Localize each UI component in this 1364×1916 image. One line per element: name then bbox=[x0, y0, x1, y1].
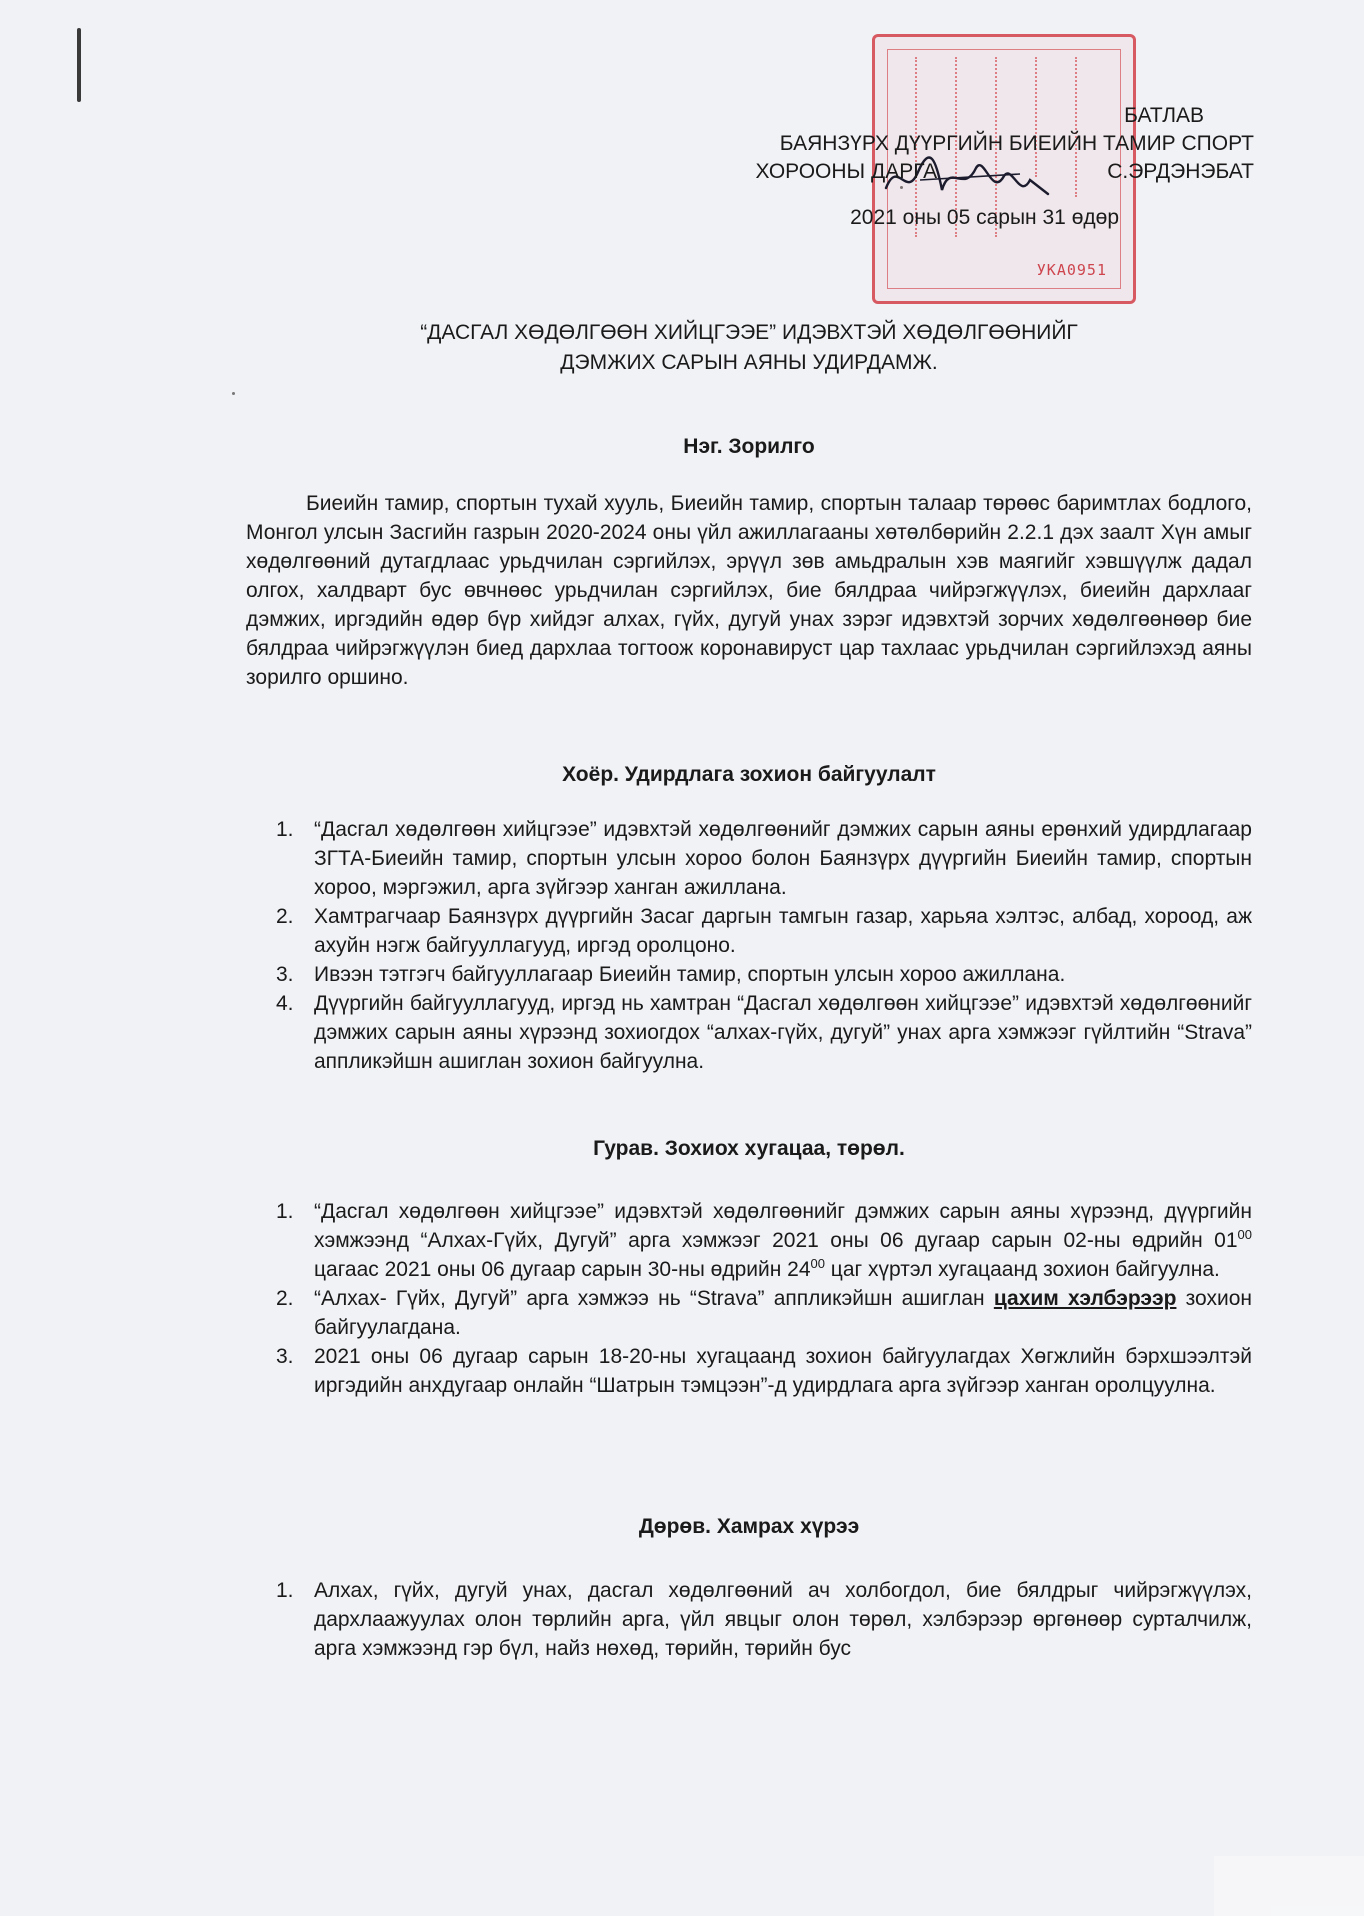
date-month-word: сарын bbox=[976, 206, 1037, 229]
corner-watermark bbox=[1214, 1856, 1364, 1916]
underlined-term: цахим хэлбэрээр bbox=[993, 1287, 1177, 1310]
document-title-line1: “ДАСГАЛ ХӨДӨЛГӨӨН ХИЙЦГЭЭЕ” ИДЭВХТЭЙ ХӨДӨЛГӨӨНИЙГ bbox=[420, 321, 1078, 344]
list-item: 1. “Дасгал хөдөлгөөн хийцгээе” идэвхтэй хөдөлгөөнийг дэмжих сарын аяны ерөнхий удирдлагаар ЗГТА-Биеийн тамир, спортын улсын хороо болон Баянзүрх дүүргийн Биеийн тамир, спортын хороо, мэргэжил, арга зүйгээр ханган ажиллана. bbox=[276, 818, 1252, 899]
list-item: 1. “Дасгал хөдөлгөөн хийцгээе” идэвхтэй хөдөлгөөнийг дэмжих сарын аяны хүрээнд, дүүргийн хэмжээнд “Алхах-Гүйх, Дугуй” арга хэмжээг 2021 оны 06 дугаар сарын 02-ны өдрийн $01^{00}$ цагаас 2021 оны 06 дугаар сарын 30-ны өдрийн $24^{00}$ цаг хүртэл хугацаанд зохион байгуулна. bbox=[276, 1200, 1252, 1281]
section1-heading: Нэг. Зорилго bbox=[683, 435, 815, 458]
section2-list bbox=[246, 815, 1252, 1076]
scan-speck bbox=[232, 392, 235, 395]
list-item: 2. “Алхах- Гүйх, Дугуй” арга хэмжээ нь “Strava” аппликэйшн ашиглан цахим хэлбэрээр зохион байгуулагдана. bbox=[276, 1287, 1252, 1339]
document-title-line2: ДЭМЖИХ САРЫН АЯНЫ УДИРДАМЖ. bbox=[560, 351, 938, 374]
list-item: 1. Алхах, гүйх, дугуй унах, дасгал хөдөлгөөний ач холбогдол, бие бялдрыг чийрэгжүүлэх, дархлаажуулах олон төрлийн арга, үйл явцыг олон төрөл, хэлбэрээр өргөнөөр сурталчилж, арга хэмжээнд гэр бүл, найз нөхөд, төрийн, төрийн бус bbox=[276, 1579, 1252, 1660]
approval-organization: БАЯНЗҮРХ ДҮҮРГИЙН БИЕИЙН ТАМИР СПОРТ bbox=[779, 132, 1254, 155]
approval-label: БАТЛАВ bbox=[1124, 104, 1204, 127]
document-title bbox=[246, 318, 1252, 378]
section2-heading: Хоёр. Удирдлага зохион байгуулалт bbox=[562, 763, 936, 786]
approval-signatory-name: С.ЭРДЭНЭБАТ bbox=[1107, 160, 1254, 183]
date-year: 2021 оны bbox=[850, 206, 942, 229]
approval-signatory-line bbox=[756, 158, 1254, 186]
date-day: 31 bbox=[1042, 206, 1066, 229]
list-item: 2. Хамтрагчаар Баянзүрх дүүргийн Засаг даргын тамгын газар, харьяа хэлтэс, албад, хороод, аж ахуйн нэгж байгууллагууд, иргэд оролцоно. bbox=[276, 905, 1252, 957]
approval-position: ХОРООНЫ ДАРГА bbox=[755, 160, 938, 183]
section1-paragraph: Биеийн тамир, спортын тухай хууль, Биеийн тамир, спортын талаар төрөөс баримтлах бодлого, Монгол улсын Засгийн газрын 2020-2024 оны үйл ажиллагааны хөтөлбөрийн 2.2.1 дэх заалт Хүн амыг хөдөлгөөний дутагдлаас урьдчилан сэргийлэх, эрүүл зөв амьдралын хэв маягийг хэвшүүлж дадал олгох, халдварт бус өвчнөөс урьдчилан сэргийлэх, бие бялдраа чийрэгжүүлэх, биеийн дархлааг дэмжих, иргэдийн өдөр бүр хийдэг алхах, гүйх, дугуй унах зэрэг идэвхтэй зорчих хөдөлгөөнөөр бие бялдраа чийрэгжүүлэн биед дархлаа тогтоож коронавируст цар тахлаас урьдчилан сэргийлэхэд аяны зорилго оршино. bbox=[246, 492, 1252, 689]
list-item: 3. 2021 оны 06 дугаар сарын 18-20-ны хугацаанд зохион байгуулагдах Хөгжлийн бэрхшээлтэй иргэдийн анхдугаар онлайн “Шатрын тэмцээн”-д удирдлага арга зүйгээр ханган оролцуулна. bbox=[276, 1345, 1252, 1397]
section4-list bbox=[246, 1576, 1252, 1663]
section4-heading: Дөрөв. Хамрах хүрээ bbox=[638, 1515, 860, 1538]
section3-list bbox=[246, 1197, 1252, 1400]
list-item: 4. Дүүргийн байгууллагууд, иргэд нь хамтран “Дасгал хөдөлгөөн хийцгээе” идэвхтэй хөдөлгөөнийг дэмжих сарын аяны хүрээнд зохиогдох “алхах-гүйх, дугуй” унах арга хэмжээг гүйлтийн “Strava” аппликэйшн ашиглан зохион байгуулна. bbox=[276, 992, 1252, 1073]
date-month: 05 bbox=[946, 206, 971, 229]
scan-artifact-mark bbox=[77, 28, 81, 102]
list-item: 3. Ивээн тэтгэгч байгууллагаар Биеийн тамир, спортын улсын хороо ажиллана. bbox=[276, 963, 1066, 986]
date-day-word: өдөр bbox=[1071, 206, 1119, 229]
approval-block bbox=[756, 102, 1254, 232]
section3-heading: Гурав. Зохиох хугацаа, төрөл. bbox=[593, 1137, 905, 1160]
approval-date bbox=[756, 204, 1119, 232]
stamp-code: УКА0951 bbox=[1036, 261, 1107, 279]
